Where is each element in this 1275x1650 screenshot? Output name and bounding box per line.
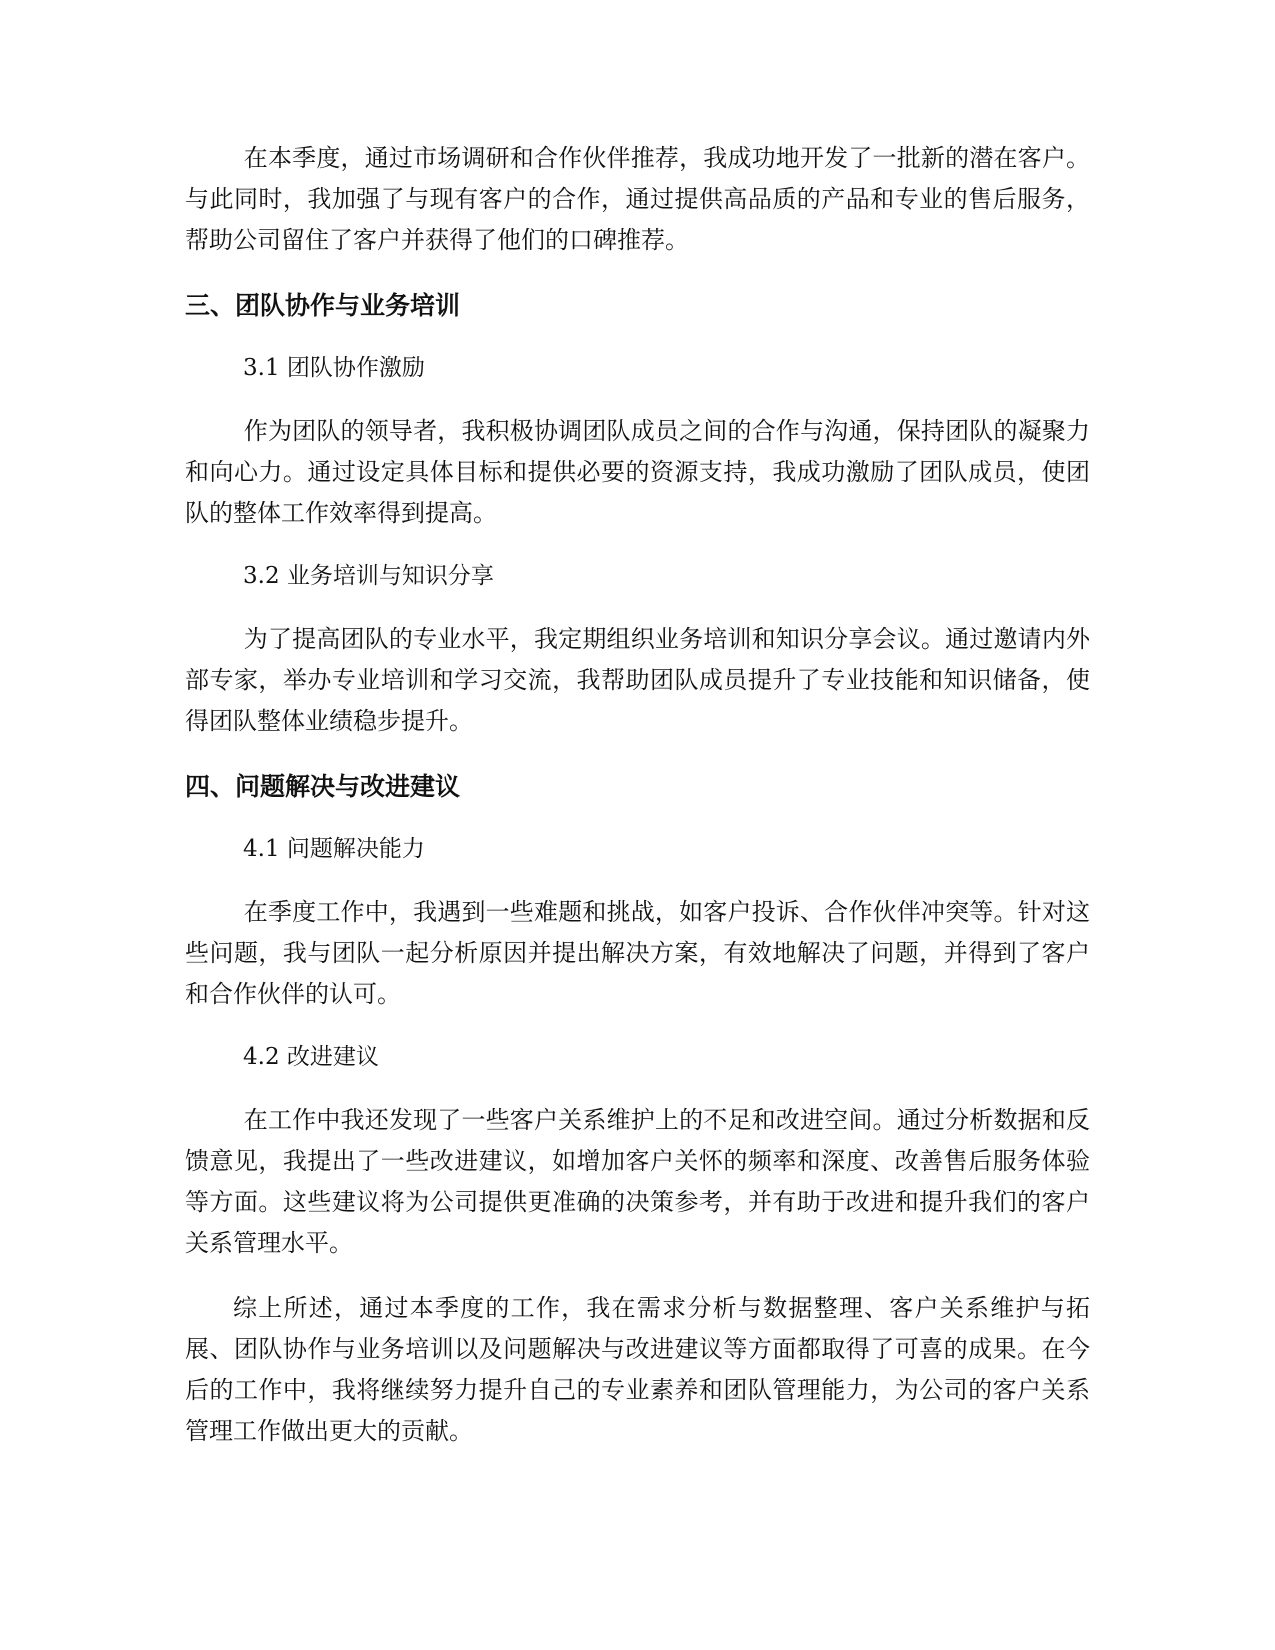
section-3-2-body: 为了提高团队的专业水平，我定期组织业务培训和知识分享会议。通过邀请内外部专家，举办专业培训和学习交流，我帮助团队成员提升了专业技能和知识储备，使得团队整体业绩稳步提升。 <box>185 625 1090 735</box>
section-3-heading: 三、团队协作与业务培训 <box>185 291 461 320</box>
section-3-1-title: 3.1 团队协作激励 <box>243 355 425 381</box>
section-4-1-body: 在季度工作中，我遇到一些难题和挑战，如客户投诉、合作伙伴冲突等。针对这些问题，我与团队一起分析原因并提出解决方案，有效地解决了问题，并得到了客户和合作伙伴的认可。 <box>185 898 1090 1008</box>
section-3-2-title: 3.2 业务培训与知识分享 <box>243 563 494 589</box>
intro-paragraph: 在本季度，通过市场调研和合作伙伴推荐，我成功地开发了一批新的潜在客户。与此同时，我加强了与现有客户的合作，通过提供高品质的产品和专业的售后服务，帮助公司留住了客户并获得了他们的口碑推荐。 <box>185 144 1090 254</box>
conclusion-paragraph: 综上所述，通过本季度的工作，我在需求分析与数据整理、客户关系维护与拓展、团队协作与业务培训以及问题解决与改进建议等方面都取得了可喜的成果。在今后的工作中，我将继续努力提升自己的专业素养和团队管理能力，为公司的客户关系管理工作做出更大的贡献。 <box>185 1294 1090 1445</box>
section-4-1-title: 4.1 问题解决能力 <box>243 836 425 862</box>
section-4-2-body: 在工作中我还发现了一些客户关系维护上的不足和改进空间。通过分析数据和反馈意见，我提出了一些改进建议，如增加客户关怀的频率和深度、改善售后服务体验等方面。这些建议将为公司提供更准确的决策参考，并有助于改进和提升我们的客户关系管理水平。 <box>185 1106 1090 1257</box>
section-4-2-title: 4.2 改进建议 <box>243 1044 379 1070</box>
section-4-heading: 四、问题解决与改进建议 <box>185 772 461 801</box>
document-page <box>185 138 1090 1452</box>
section-3-1-body: 作为团队的领导者，我积极协调团队成员之间的合作与沟通，保持团队的凝聚力和向心力。通过设定具体目标和提供必要的资源支持，我成功激励了团队成员，使团队的整体工作效率得到提高。 <box>185 417 1090 527</box>
